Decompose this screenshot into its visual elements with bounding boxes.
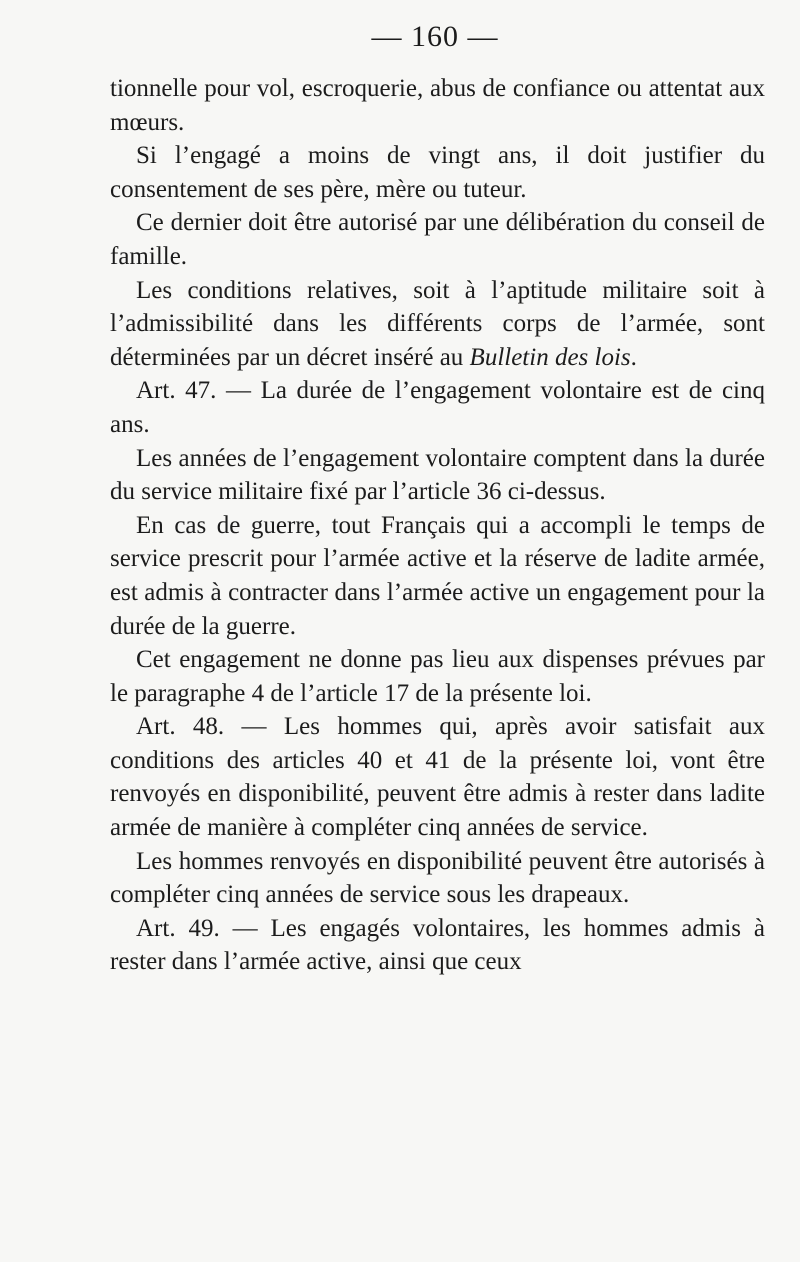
publication-title: Bulletin des lois	[469, 343, 631, 371]
paragraph: Ce dernier doit être autorisé par une délibération du conseil de famille.	[110, 209, 765, 270]
paragraph: Si l’engagé a moins de vingt ans, il doit justifier du consentement de ses père, mère ou tuteur.	[110, 142, 765, 203]
paragraph: Les hommes renvoyés en disponibilité peuvent être autorisés à compléter cinq années de service sous les drapeaux.	[110, 847, 765, 909]
paragraph: En cas de guerre, tout Français qui a accompli le temps de service prescrit pour l’armée active et la réserve de ladite armée, est admis à contracter dans l’armée active un engagement pour la durée de la guerre.	[110, 511, 765, 640]
paragraph: Art. 47. — La durée de l’engagement volontaire est de cinq ans.	[110, 377, 765, 438]
paragraph	[110, 274, 765, 375]
paragraph-tail: .	[630, 343, 637, 371]
paragraph: Art. 48. — Les hommes qui, après avoir satisfait aux conditions des articles 40 et 41 de la présente loi, vont être renvoyés en disponibilité, peuvent être admis à rester dans ladite armée de manière à compléter cinq années de service.	[110, 713, 765, 842]
paragraph: Art. 49. — Les engagés volontaires, les hommes admis à rester dans l’armée active, ainsi que ceux	[110, 914, 765, 976]
paragraph: Cet engagement ne donne pas lieu aux dispenses prévues par le paragraphe 4 de l’article 17 de la présente loi.	[110, 646, 765, 707]
body-text	[110, 72, 765, 979]
paragraph: Les années de l’engagement volontaire comptent dans la durée du service militaire fixé par l’article 36 ci-dessus.	[110, 444, 765, 506]
paragraph-text: Les conditions relatives, soit à l’aptitude militaire soit à l’admissibilité dans les différents corps de l’armée, sont déterminées par un décret inséré au	[110, 276, 765, 371]
paragraph: tionnelle pour vol, escroquerie, abus de confiance ou attentat aux mœurs.	[110, 75, 765, 136]
page-number: — 160 —	[371, 20, 499, 53]
